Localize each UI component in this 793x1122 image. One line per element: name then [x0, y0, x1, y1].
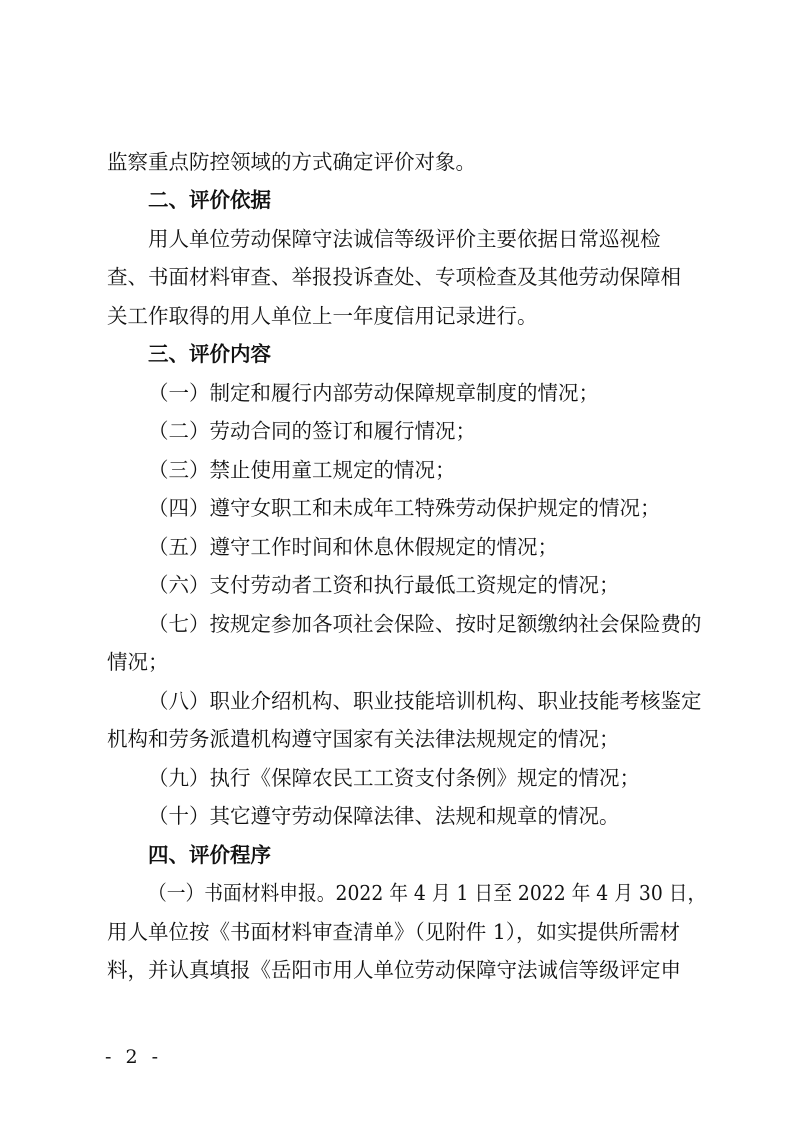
list-item: （十）其它遵守劳动保障法律、法规和规章的情况。 [148, 804, 620, 828]
section-heading: 三、评价内容 [148, 342, 271, 366]
section-heading: 四、评价程序 [148, 843, 271, 867]
list-item: （三）禁止使用童工规定的情况； [148, 458, 456, 482]
list-item: （五）遵守工作时间和休息休假规定的情况； [148, 535, 558, 559]
list-item: （九）执行《保障农民工工资支付条例》规定的情况； [148, 766, 640, 790]
list-item: （四）遵守女职工和未成年工特殊劳动保护规定的情况； [148, 496, 661, 520]
list-item: （六）支付劳动者工资和执行最低工资规定的情况； [148, 573, 620, 597]
list-item: （八）职业介绍机构、职业技能培训机构、职业技能考核鉴定 [148, 689, 702, 713]
page-number: - 2 - [105, 1046, 163, 1068]
paragraph-line: 用人单位按《书面材料审查清单》（见附件 1），如实提供所需材 [107, 920, 681, 944]
list-item: 情况； [107, 650, 169, 674]
list-item: 机构和劳务派遣机构遵守国家有关法律法规规定的情况； [107, 727, 620, 751]
list-item: （一）制定和履行内部劳动保障规章制度的情况； [148, 381, 599, 405]
list-item: （二）劳动合同的签订和履行情况； [148, 419, 476, 443]
paragraph-line: 料，并认真填报《岳阳市用人单位劳动保障守法诚信等级评定申 [107, 958, 681, 982]
paragraph-line: （一）书面材料申报。2022 年 4 月 1 日至 2022 年 4 月 30 日， [148, 881, 707, 905]
paragraph-line: 查、书面材料审查、举报投诉查处、专项检查及其他劳动保障相 [107, 265, 681, 289]
paragraph-line: 用人单位劳动保障守法诚信等级评价主要依据日常巡视检 [148, 227, 661, 251]
paragraph-line: 监察重点防控领域的方式确定评价对象。 [107, 150, 476, 174]
list-item: （七）按规定参加各项社会保险、按时足额缴纳社会保险费的 [148, 612, 702, 636]
paragraph-line: 关工作取得的用人单位上一年度信用记录进行。 [107, 304, 538, 328]
section-heading: 二、评价依据 [148, 188, 271, 212]
